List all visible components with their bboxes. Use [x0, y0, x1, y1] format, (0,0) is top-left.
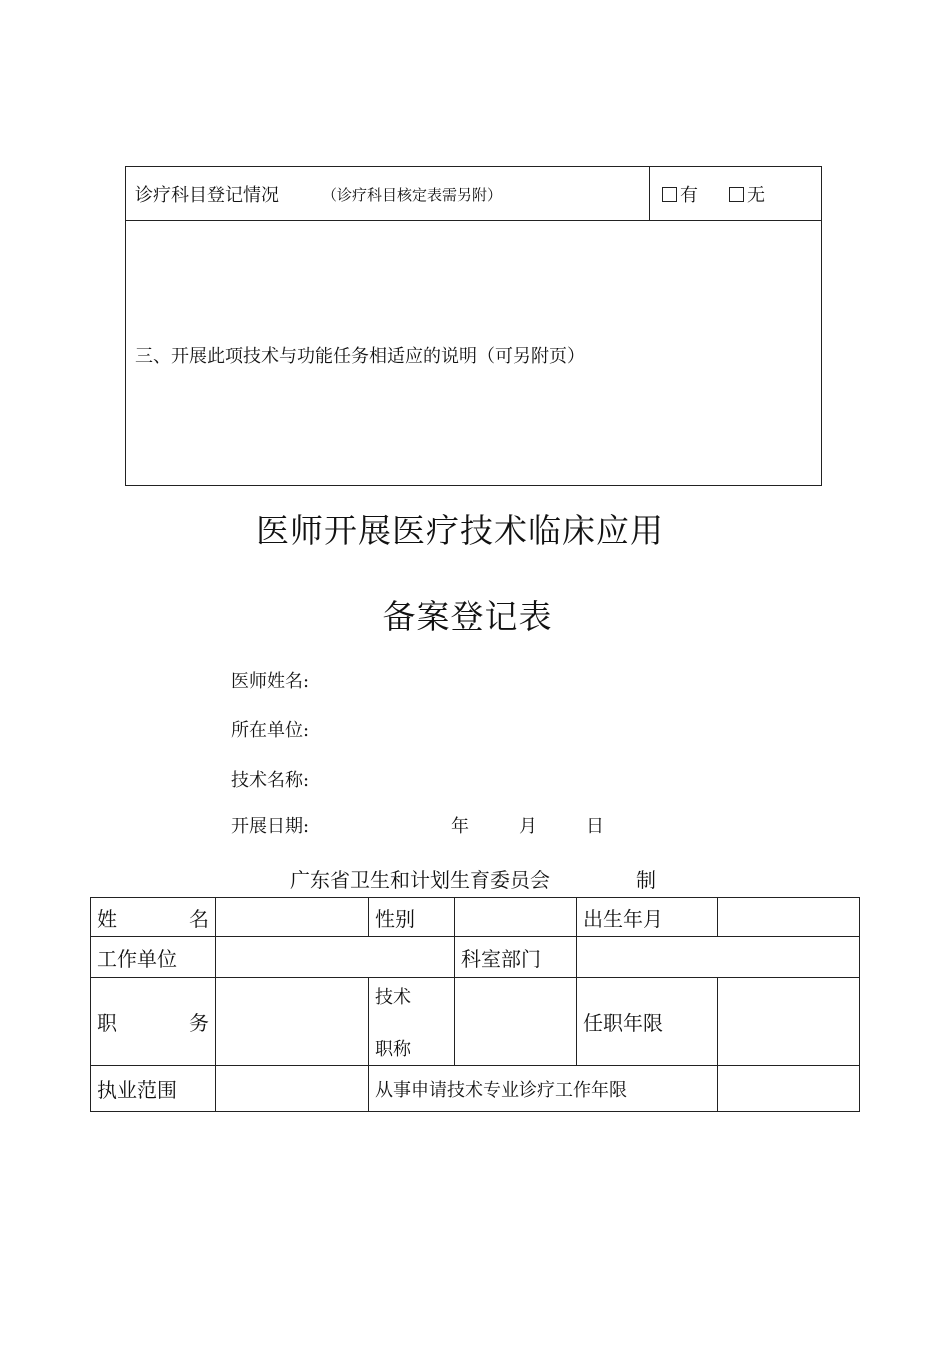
- option-yes-label: 有: [680, 185, 698, 206]
- years-engaged-label: 从事申请技术专业诊疗工作年限: [369, 1066, 718, 1112]
- date-year-label: 年: [451, 816, 469, 837]
- name-label-cell: [91, 898, 216, 937]
- table-row: [91, 898, 860, 937]
- date-month-label: 月: [519, 816, 537, 837]
- clinical-registration-table: [125, 166, 822, 486]
- scope-label: 执业范围: [91, 1066, 216, 1112]
- scope-value-cell[interactable]: [216, 1066, 369, 1112]
- option-yes[interactable]: [662, 181, 698, 207]
- doctor-name-field: 医师姓名:: [231, 671, 310, 692]
- department-label: 科室部门: [455, 937, 577, 978]
- position-label-b: 务: [189, 1011, 209, 1035]
- checkbox-yes-icon[interactable]: [662, 187, 677, 202]
- work-unit-label: 工作单位: [91, 937, 216, 978]
- unit-field: 所在单位:: [231, 720, 310, 741]
- technique-name-field: 技术名称:: [231, 770, 310, 791]
- issuer-made: 制: [636, 868, 656, 892]
- date-day-label: 日: [586, 816, 604, 837]
- position-value-cell[interactable]: [216, 978, 369, 1066]
- position-label-a: 职: [97, 1011, 117, 1035]
- tech-title-label-b: 职称: [375, 1038, 411, 1060]
- registration-label: 诊疗科目登记情况: [135, 185, 279, 206]
- name-label-b: 名: [189, 906, 209, 931]
- registration-note: （诊疗科目核定表需另附）: [322, 186, 503, 204]
- checkbox-no-icon[interactable]: [729, 187, 744, 202]
- position-label-cell: [91, 978, 216, 1066]
- gender-label: 性别: [369, 898, 455, 937]
- option-no-label: 无: [747, 185, 765, 206]
- birth-label: 出生年月: [577, 898, 718, 937]
- tech-title-label-cell: [369, 978, 455, 1066]
- doctor-info-table: [90, 897, 860, 1112]
- form-title-line1: 医师开展医疗技术临床应用: [256, 511, 664, 550]
- table-row: [91, 1066, 860, 1112]
- name-label-a: 姓: [97, 906, 117, 931]
- table-row: [91, 937, 860, 978]
- option-no[interactable]: [729, 181, 765, 207]
- tech-title-label-a: 技术: [375, 986, 411, 1008]
- section-3-heading: 三、开展此项技术与功能任务相适应的说明（可另附页）: [135, 346, 585, 367]
- tenure-label: 任职年限: [577, 978, 718, 1066]
- tenure-value-cell[interactable]: [718, 978, 860, 1066]
- cell-divider: [649, 167, 650, 221]
- registration-row: [126, 167, 821, 221]
- table-row: [91, 978, 860, 1066]
- start-date-field: 开展日期:: [231, 816, 310, 837]
- tech-title-value-cell[interactable]: [455, 978, 577, 1066]
- work-unit-value-cell[interactable]: [216, 937, 455, 978]
- form-title-line2: 备案登记表: [382, 597, 553, 636]
- issuer-org: 广东省卫生和计划生育委员会: [290, 868, 550, 892]
- gender-value-cell[interactable]: [455, 898, 577, 937]
- years-engaged-value-cell[interactable]: [718, 1066, 860, 1112]
- birth-value-cell[interactable]: [718, 898, 860, 937]
- department-value-cell[interactable]: [577, 937, 860, 978]
- name-value-cell[interactable]: [216, 898, 369, 937]
